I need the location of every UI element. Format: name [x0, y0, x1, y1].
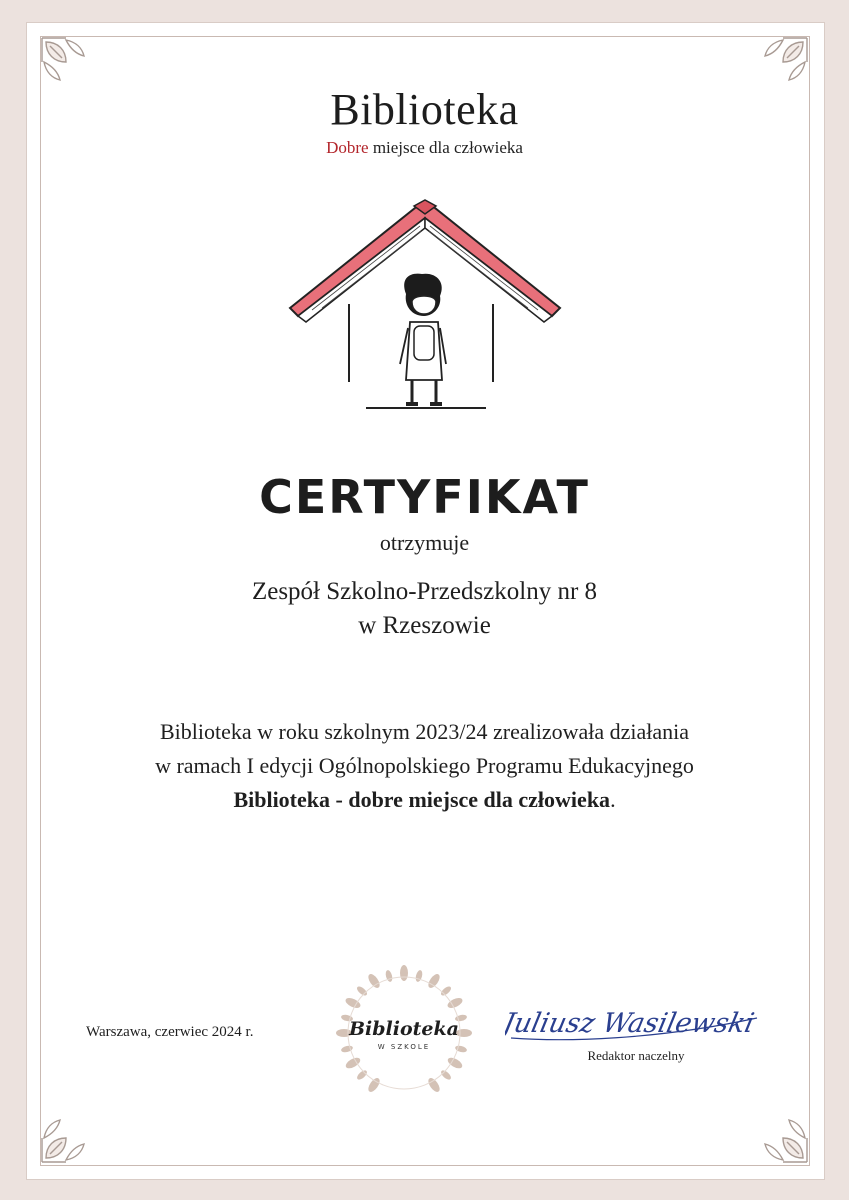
tagline-rest: miejsce dla człowieka [368, 138, 523, 157]
body-line-1: Biblioteka w roku szkolnym 2023/24 zrealizowała działania [159, 719, 690, 744]
tagline-accent: Dobre [326, 138, 369, 157]
recipient-city: w Rzeszowie [358, 612, 491, 639]
floral-corner-icon [36, 1098, 106, 1168]
book-roof-child-icon [286, 198, 564, 418]
seal-subtitle: W SZKOLE [377, 1043, 431, 1051]
signature-text: Juliusz Wasilewski [505, 1008, 757, 1039]
certificate-title: CERTYFIKAT [259, 470, 590, 524]
seal-title: Biblioteka [348, 1018, 460, 1040]
place-and-date: Warszawa, czerwiec 2024 r. [86, 1024, 254, 1040]
recipient-name: Zespół Szkolno-Przedszkolny nr 8 [251, 578, 598, 605]
recipient [0, 575, 849, 643]
body-line-2: w ramach I edycji Ogólnopolskiego Programu Edukacyjnego [155, 753, 694, 778]
floral-corner-icon [743, 1098, 813, 1168]
program-name: Biblioteka - dobre miejsce dla człowieka [233, 787, 611, 812]
laurel-wreath-seal-icon [334, 963, 474, 1103]
handwritten-signature [505, 998, 765, 1046]
brand-title: Biblioteka [330, 85, 519, 134]
certificate-subtitle: otrzymuje [379, 530, 470, 555]
body-line-3-end: . [610, 787, 616, 812]
brand-tagline [0, 138, 849, 158]
certificate-body [0, 715, 849, 817]
body-line-3 [0, 783, 849, 817]
signer-role: Redaktor naczelny [587, 1048, 685, 1063]
